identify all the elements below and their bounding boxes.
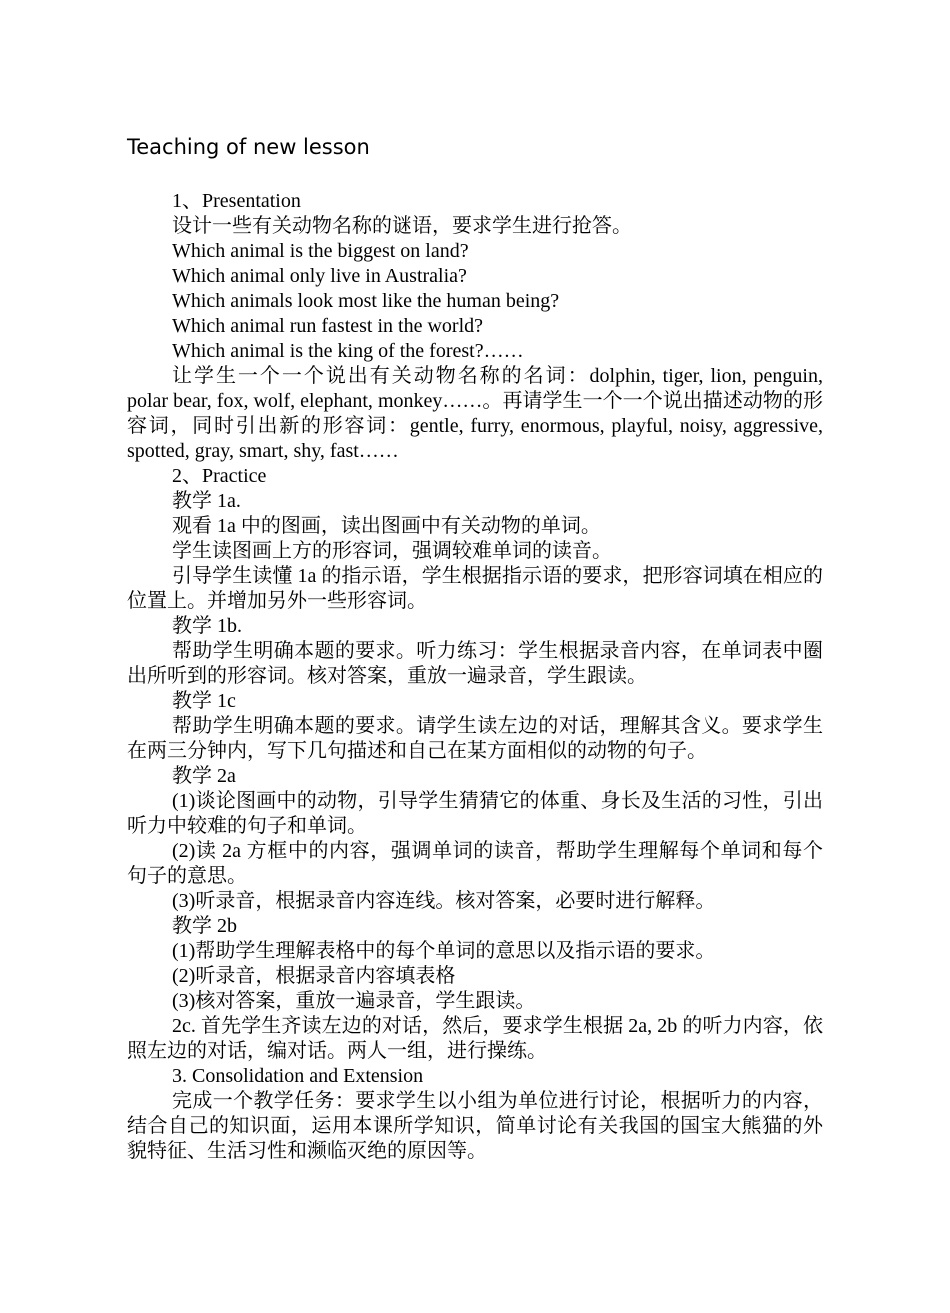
paragraph: 观看 1a 中的图画，读出图画中有关动物的单词。 xyxy=(172,515,601,537)
paragraph: (2)读 2a 方框中的内容，强调单词的读音，帮助学生理解每个单词和每个句子的意思。 xyxy=(127,840,823,887)
paragraph: Which animals look most like the human being? xyxy=(172,290,560,312)
paragraph: Which animal only live in Australia? xyxy=(172,265,467,287)
paragraph: 帮助学生明确本题的要求。请学生读左边的对话，理解其含义。要求学生在两三分钟内，写下几句描述和自己在某方面相似的动物的句子。 xyxy=(127,715,823,762)
paragraph: 2、Practice xyxy=(172,465,267,487)
section-heading: Teaching of new lesson xyxy=(127,135,370,159)
paragraph: 教学 1a. xyxy=(172,490,241,512)
paragraph: 2c. 首先学生齐读左边的对话，然后，要求学生根据 2a, 2b 的听力内容，依照左边的对话，编对话。两人一组，进行操练。 xyxy=(127,1015,823,1062)
paragraph: 引导学生读懂 1a 的指示语，学生根据指示语的要求，把形容词填在相应的位置上。并增加另外一些形容词。 xyxy=(127,565,823,612)
paragraph: 完成一个教学任务：要求学生以小组为单位进行讨论，根据听力的内容，结合自己的知识面，运用本课所学知识，简单讨论有关我国的国宝大熊猫的外貌特征、生活习性和濒临灭绝的原因等。 xyxy=(127,1090,823,1162)
paragraph: 学生读图画上方的形容词，强调较难单词的读音。 xyxy=(172,540,612,562)
paragraph: 1、Presentation xyxy=(172,190,301,212)
paragraph: Which animal run fastest in the world? xyxy=(172,315,484,337)
paragraph: 教学 1b. xyxy=(172,615,242,637)
paragraph: 教学 1c xyxy=(172,690,236,712)
paragraph: 让学生一个一个说出有关动物名称的名词：dolphin, tiger, lion, penguin, polar bear, fox, wolf, elephant, monkey……。再请学生一个一个说出描述动物的形容词，同时引出新的形容词：gentle, furry, enormous, playful, noisy, aggressive, spotted, gray, smart, shy, fast…… xyxy=(127,365,823,462)
paragraph: (3)核对答案，重放一遍录音，学生跟读。 xyxy=(172,990,536,1012)
paragraph: 设计一些有关动物名称的谜语，要求学生进行抢答。 xyxy=(172,215,632,237)
paragraph: 帮助学生明确本题的要求。听力练习：学生根据录音内容，在单词表中圈出所听到的形容词。核对答案，重放一遍录音，学生跟读。 xyxy=(127,640,823,687)
paragraph: 3. Consolidation and Extension xyxy=(172,1065,424,1087)
paragraph: Which animal is the biggest on land? xyxy=(172,240,469,262)
document-body xyxy=(127,189,823,1164)
paragraph: (1)帮助学生理解表格中的每个单词的意思以及指示语的要求。 xyxy=(172,940,716,962)
paragraph: (2)听录音，根据录音内容填表格 xyxy=(172,965,456,987)
paragraph: (1)谈论图画中的动物，引导学生猜猜它的体重、身长及生活的习性，引出听力中较难的句子和单词。 xyxy=(127,790,823,837)
paragraph: 教学 2b xyxy=(172,915,237,937)
paragraph: Which animal is the king of the forest?…… xyxy=(172,340,524,362)
paragraph: (3)听录音，根据录音内容连线。核对答案，必要时进行解释。 xyxy=(172,890,716,912)
paragraph: 教学 2a xyxy=(172,765,236,787)
